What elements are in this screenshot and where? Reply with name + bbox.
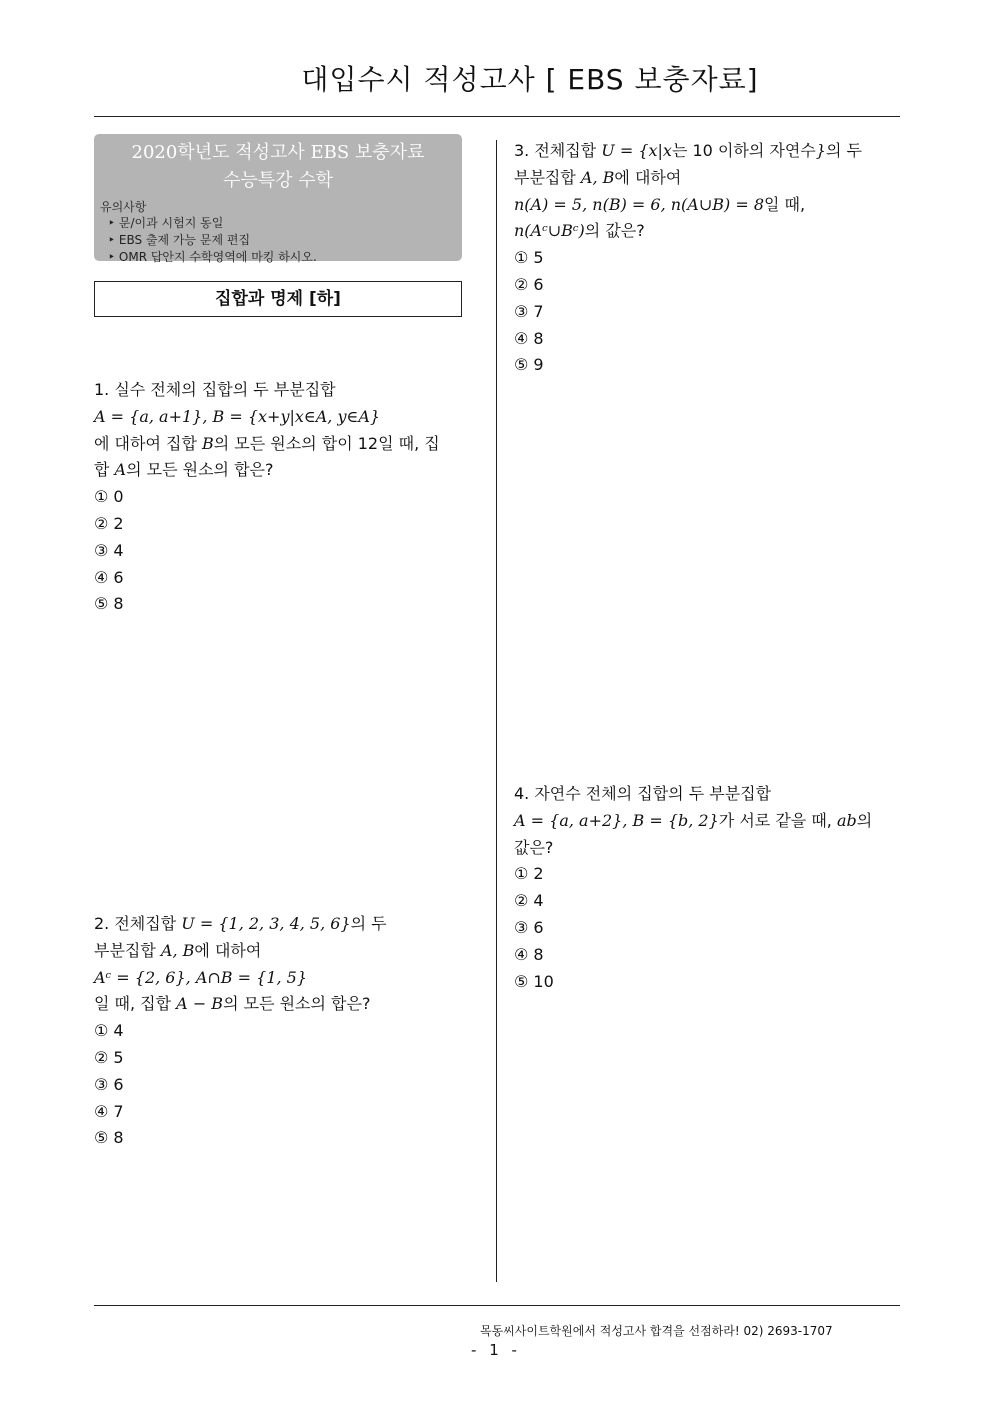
exam-info-box <box>94 134 462 264</box>
q2-condition: Aᶜ = {2, 6}, A∩B = {1, 5} <box>94 967 308 987</box>
q4-option: ③ 6 <box>514 917 544 937</box>
q4-option: ② 4 <box>514 891 544 911</box>
q1-set-definition: A = {a, a+1}, B = {x+y|x∈A, y∈A} <box>94 406 381 426</box>
q4-sets: A = {a, a+2}, B = {b, 2} <box>514 810 719 830</box>
info-line2: 수능특강 수학 <box>222 170 334 191</box>
column-divider <box>496 140 497 1282</box>
q3-option: ④ 8 <box>514 328 544 348</box>
page-number: - 1 - <box>471 1341 521 1359</box>
header-divider <box>94 116 900 117</box>
q1-option: ⑤ 8 <box>94 594 124 614</box>
q3-option: ① 5 <box>514 248 544 268</box>
question-1 <box>94 377 489 618</box>
q1-intro: 1. 실수 전체의 집합의 두 부분집합 <box>94 380 336 399</box>
q1-option: ② 2 <box>94 513 124 533</box>
q3-option: ③ 7 <box>514 301 544 321</box>
q2-option: ⑤ 8 <box>94 1128 124 1148</box>
q2-option: ③ 6 <box>94 1074 124 1094</box>
q3-option: ⑤ 9 <box>514 355 544 375</box>
page-title: 대입수시 적성고사 [ EBS 보충자료] <box>301 63 759 96</box>
footer-divider <box>94 1305 900 1306</box>
q2-option: ① 4 <box>94 1021 124 1041</box>
section-title: 집합과 명제 [하] <box>94 281 462 317</box>
q4-option: ④ 8 <box>514 944 544 964</box>
info-line1: 2020학년도 적성고사 EBS 보충자료 <box>131 142 425 163</box>
q1-text-line: 합 A의 모든 원소의 합은? <box>94 460 274 480</box>
q4-option: ① 2 <box>514 864 544 884</box>
q1-option: ① 0 <box>94 487 124 507</box>
q2-universe: U = {1, 2, 3, 4, 5, 6} <box>181 914 351 933</box>
note-item: ‣ 문/이과 시험지 동일 <box>108 216 224 230</box>
q4-option: ⑤ 10 <box>514 971 554 991</box>
notes-title: 유의사항 <box>100 200 147 214</box>
q3-universe: U = {x|x <box>601 141 672 160</box>
q1-option: ④ 6 <box>94 567 124 587</box>
question-4: 4. 자연수 전체의 집합의 두 부분집합 A = {a, a+2}, B = {b, 2}가 서로 같을 때, ab의 값은? ① 2 ② 4 ③ 6 ④ 8 ⑤ 10 <box>514 781 904 995</box>
question-3: 3. 전체집합 U = {x|x는 10 이하의 자연수}의 두 부분집합 A, B에 대하여 n(A) = 5, n(B) = 6, n(A∪B) = 8일 때, n(Aᶜ∪Bᶜ)의 값은? ① 5 ② 6 ③ 7 ④ 8 ⑤ 9 <box>514 138 904 379</box>
footer-text: 목동씨사이트학원에서 적성고사 합격을 선점하라! 02) 2693-1707 <box>480 1324 833 1338</box>
q2-option: ④ 7 <box>94 1101 124 1121</box>
question-2: 2. 전체집합 U = {1, 2, 3, 4, 5, 6}의 두 부분집합 A, B에 대하여 Aᶜ = {2, 6}, A∩B = {1, 5} 일 때, 집합 A − B의 모든 원소의 합은? ① 4 ② 5 ③ 6 ④ 7 ⑤ 8 <box>94 911 489 1152</box>
q1-option: ③ 4 <box>94 540 124 560</box>
note-item: ‣ OMR 답안지 수학영역에 마킹 하시오. <box>108 250 317 264</box>
q1-text-line: 에 대하여 집합 B의 모든 원소의 합이 12일 때, 집 <box>94 433 440 453</box>
q3-expression: n(Aᶜ∪Bᶜ) <box>514 221 585 241</box>
q4-intro: 4. 자연수 전체의 집합의 두 부분집합 <box>514 784 772 803</box>
q2-option: ② 5 <box>94 1047 124 1067</box>
q3-option: ② 6 <box>514 274 544 294</box>
note-item: ‣ EBS 출제 가능 문제 편집 <box>108 233 251 247</box>
q3-condition: n(A) = 5, n(B) = 6, n(A∪B) = 8 <box>514 194 765 214</box>
